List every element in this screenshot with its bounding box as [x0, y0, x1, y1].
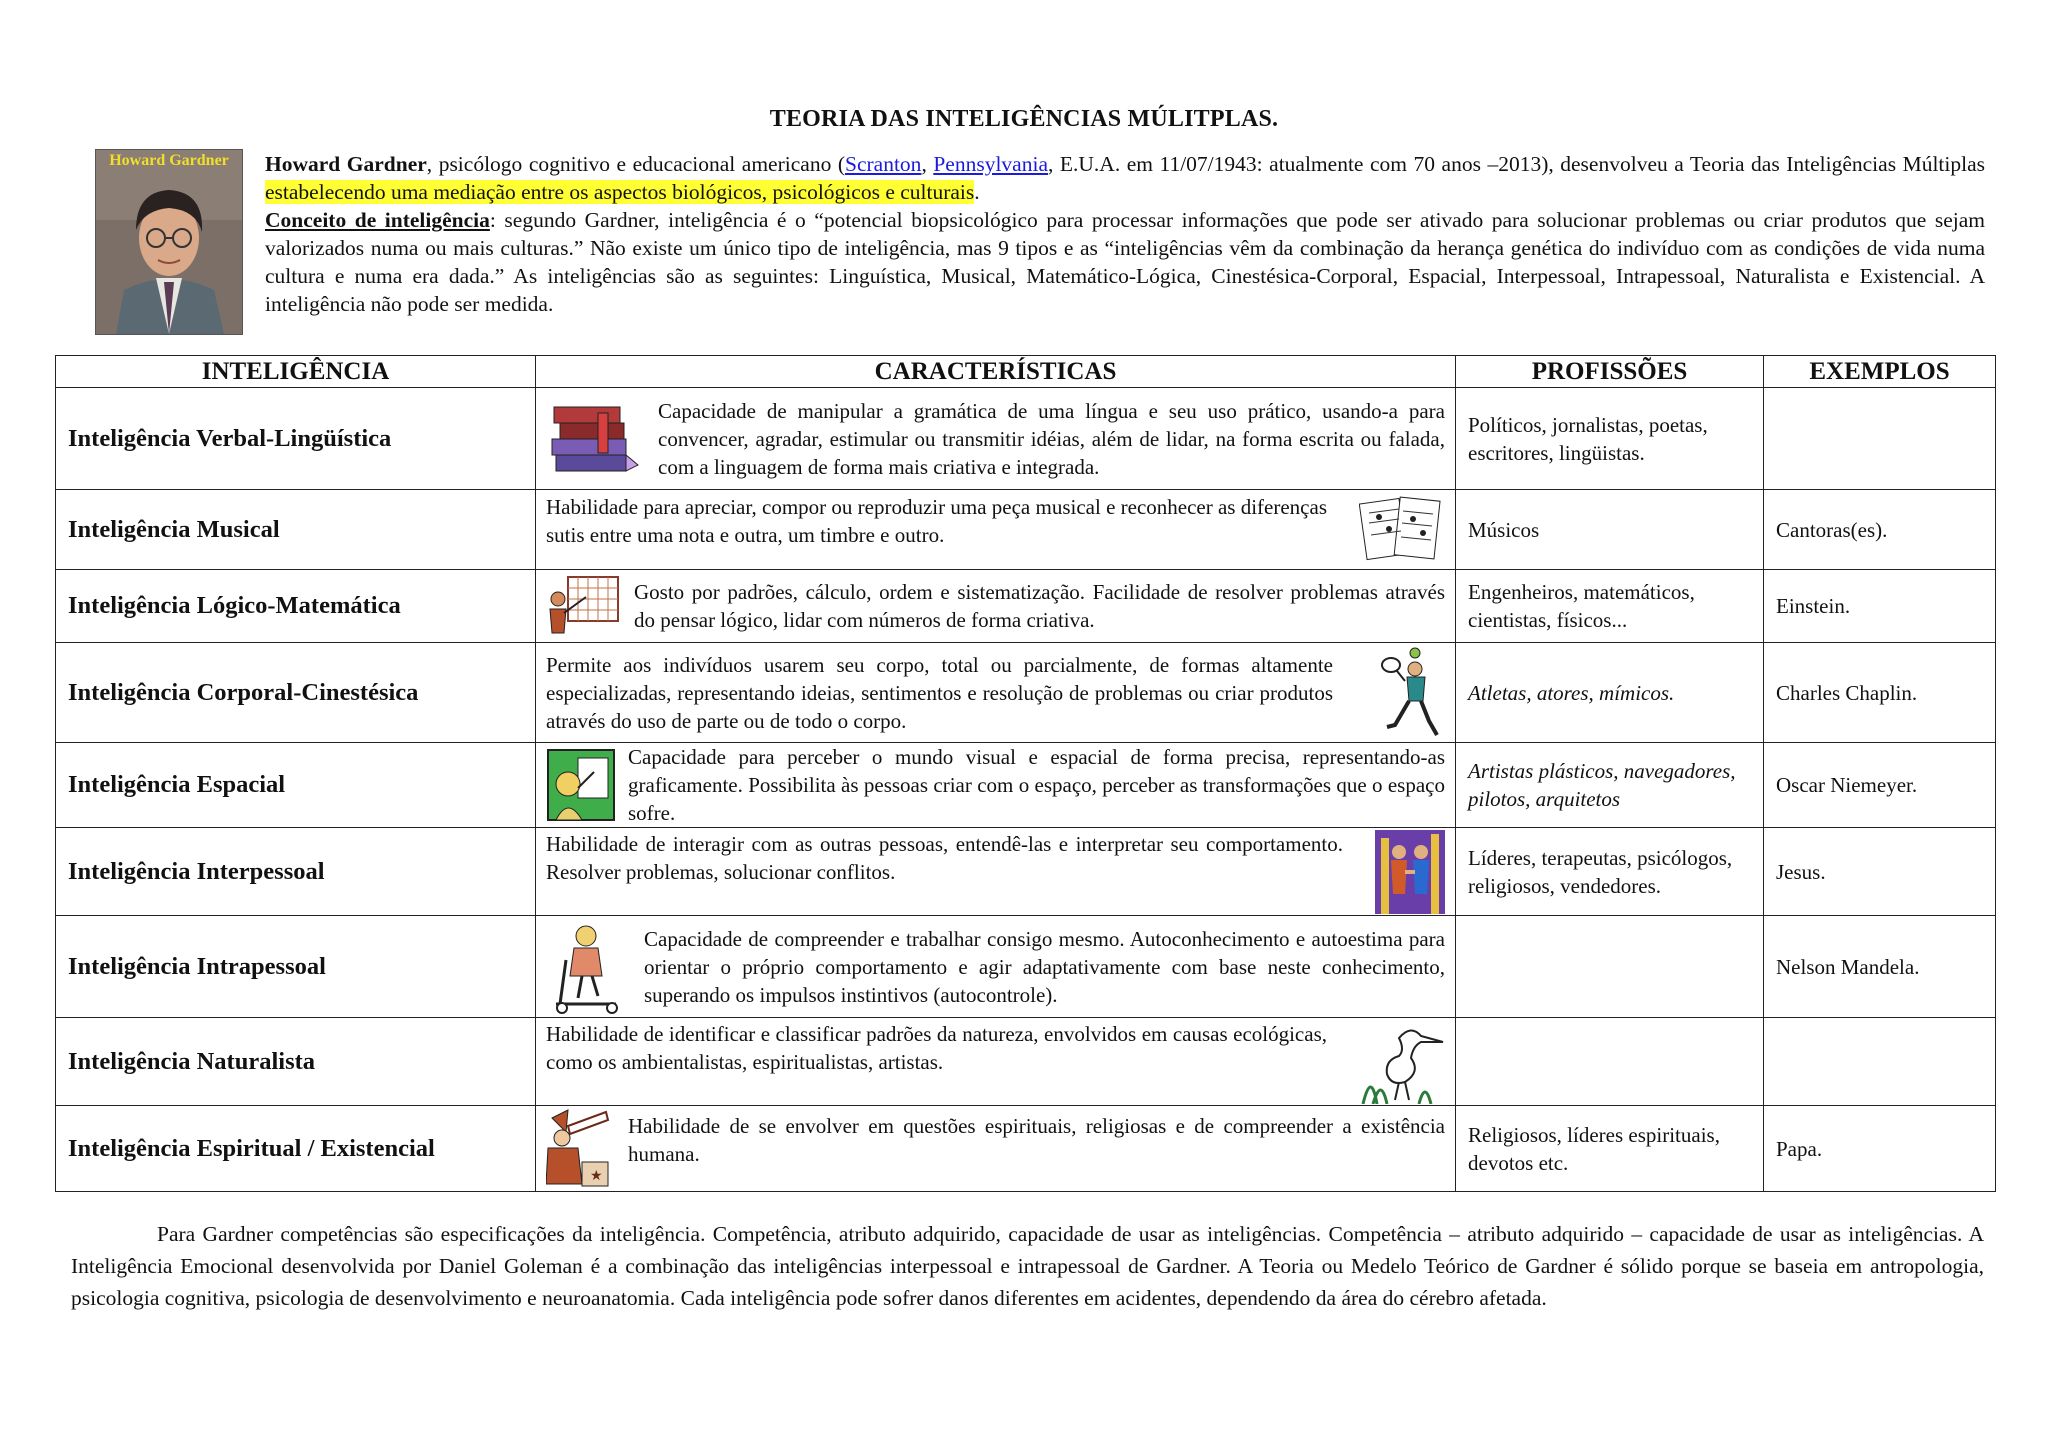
professions-cell: Líderes, terapeutas, psicólogos, religiosos, vendedores. [1456, 828, 1764, 916]
intro-sep: , [921, 152, 934, 176]
table-header-row [56, 356, 1996, 388]
examples-cell: Papa. [1764, 1106, 1996, 1192]
table-row [56, 490, 1996, 570]
examples-cell: Jesus. [1764, 828, 1996, 916]
pennsylvania-link[interactable]: Pennsylvania [933, 152, 1048, 176]
professions-cell: Religiosos, líderes espirituais, devotos etc. [1456, 1106, 1764, 1192]
intelligence-name: Inteligência Interpessoal [56, 828, 536, 916]
characteristics-cell [536, 743, 1456, 828]
intro-text: , E.U.A. em 11/07/1943: atualmente com 70 anos –2013), desenvolveu a Teoria das Inteligências Múltiplas [1048, 152, 1986, 176]
painter-icon [546, 748, 616, 822]
svg-text:★: ★ [590, 1168, 603, 1184]
professions-cell: Políticos, jornalistas, poetas, escritores, lingüistas. [1456, 388, 1764, 490]
intelligence-name: Inteligência Espacial [56, 743, 536, 828]
table-row [56, 388, 1996, 490]
table-row [56, 1018, 1996, 1106]
characteristics-text: Capacidade de manipular a gramática de uma língua e seu uso prático, usando-a para convencer, agradar, estimular ou transmitir idéias, além de lidar, na forma escrita ou falada, com a linguagem de forma mais criativa e integrada. [658, 398, 1445, 479]
professions-cell: Músicos [1456, 490, 1764, 570]
table-row [56, 570, 1996, 643]
characteristics-text: Capacidade de compreender e trabalhar consigo mesmo. Autoconhecimento e autoestima para orientar o próprio comportamento e agir adaptativamente com base neste conhecimento, superando os impulsos instintivos (autocontrole). [644, 926, 1445, 1007]
characteristics-text: Permite aos indivíduos usarem seu corpo, total ou parcialmente, de formas altamente especializadas, representando ideias, sentimentos e resolução de problemas ou criar produtos através do uso de parte ou de todo o corpo. [546, 652, 1333, 733]
characteristics-text: Habilidade de se envolver em questões espirituais, religiosas e de compreender a existência humana. [628, 1113, 1445, 1166]
table-row [56, 743, 1996, 828]
chart-teacher-icon [546, 573, 622, 639]
professions-cell: Engenheiros, matemáticos, cientistas, físicos... [1456, 570, 1764, 643]
characteristics-cell [536, 570, 1456, 643]
intro-paragraph [265, 150, 1985, 318]
portrait-icon [96, 150, 242, 334]
characteristics-cell [536, 643, 1456, 743]
table-row [56, 916, 1996, 1018]
intelligences-table [55, 355, 1996, 1192]
examples-cell: Nelson Mandela. [1764, 916, 1996, 1018]
intelligence-name: Inteligência Verbal-Lingüística [56, 388, 536, 490]
tennis-player-icon [1365, 645, 1445, 741]
intro-text: , psicólogo cognitivo e educacional americano ( [426, 152, 845, 176]
characteristics-text: Habilidade de interagir com as outras pessoas, entendê-las e interpretar seu comportamento. Resolver problemas, solucionar conflitos. [546, 831, 1343, 884]
intelligence-name: Inteligência Lógico-Matemática [56, 570, 536, 643]
handshake-icon [1375, 830, 1445, 914]
characteristics-cell [536, 828, 1456, 916]
examples-cell: Cantoras(es). [1764, 490, 1996, 570]
page-title: TEORIA DAS INTELIGÊNCIAS MÚLITPLAS. [769, 106, 1279, 132]
books-icon [546, 393, 646, 485]
examples-cell: Oscar Niemeyer. [1764, 743, 1996, 828]
header-exemplos: EXEMPLOS [1764, 356, 1996, 388]
characteristics-text: Capacidade para perceber o mundo visual e espacial de forma precisa, representando-as graficamente. Possibilita às pessoas criar com o espaço, perceber as transformações que o espaço sofre. [628, 745, 1445, 825]
howard-gardner-photo [95, 149, 243, 335]
photo-caption: Howard Gardner [109, 152, 229, 169]
intro-end: . [974, 180, 980, 204]
intelligence-name: Inteligência Corporal-Cinestésica [56, 643, 536, 743]
header-profissoes: PROFISSÕES [1456, 356, 1764, 388]
author-name: Howard Gardner [265, 152, 427, 176]
characteristics-cell [536, 916, 1456, 1018]
wizard-telescope-icon [546, 1108, 616, 1190]
sheet-music-icon [1359, 493, 1445, 567]
table-row [56, 828, 1996, 916]
examples-cell: Einstein. [1764, 570, 1996, 643]
concept-label: Conceito de inteligência [265, 208, 490, 232]
characteristics-cell [536, 1018, 1456, 1106]
heron-icon [1359, 1020, 1445, 1104]
examples-cell: Charles Chaplin. [1764, 643, 1996, 743]
table-row [56, 1106, 1996, 1192]
intelligence-name: Inteligência Naturalista [56, 1018, 536, 1106]
characteristics-text: Gosto por padrões, cálculo, ordem e sistematização. Facilidade de resolver problemas através do pensar lógico, lidar com números de forma criativa. [634, 580, 1445, 632]
closing-paragraph: Para Gardner competências são especificações da inteligência. Competência, atributo adquirido, capacidade de usar as inteligências. Competência – atributo adquirido – capacidade de usar as inteligências. A Inteligência Emocional desenvolvida por Daniel Goleman é a combinação das inteligências interpessoal e intrapessoal de Gardner. A Teoria ou Medelo Teórico de Gardner é sólido porque se baseia em antropologia, psicologia cognitiva, psicologia de desenvolvimento e neuroanatomia. Cada inteligência pode sofrer danos diferentes em acidentes, dependendo da área do cérebro afetada. [71, 1222, 1984, 1310]
scooter-girl-icon [546, 920, 632, 1014]
characteristics-cell [536, 388, 1456, 490]
scranton-link[interactable]: Scranton [845, 152, 922, 176]
examples-cell [1764, 1018, 1996, 1106]
intelligence-name: Inteligência Musical [56, 490, 536, 570]
concept-text: : segundo Gardner, inteligência é o “potencial biopsicológico para processar informações que pode ser ativado para solucionar problemas ou criar produtos que sejam valorizados numa ou mais culturas.” Não existe um único tipo de inteligência, mas 9 tipos e as “inteligências vêm da combinação da herança genética do indivíduo com as condições de vida numa cultura e numa era dada.” As inteligências são as seguintes: Linguística, Musical, Matemático-Lógica, Cinestésica-Corporal, Espacial, Interpessoal, Intrapessoal, Naturalista e Existencial. A inteligência não pode ser medida. [265, 208, 1985, 316]
table-row [56, 643, 1996, 743]
intelligence-name: Inteligência Espiritual / Existencial [56, 1106, 536, 1192]
characteristics-text: Habilidade para apreciar, compor ou reproduzir uma peça musical e reconhecer as diferenças sutis entre uma nota e outra, um timbre e outro. [546, 494, 1327, 547]
professions-cell: Artistas plásticos, navegadores, pilotos, arquitetos [1456, 743, 1764, 828]
header-caracteristicas: CARACTERÍSTICAS [536, 356, 1456, 388]
professions-cell: Atletas, atores, mímicos. [1456, 643, 1764, 743]
professions-cell [1456, 1018, 1764, 1106]
intelligence-name: Inteligência Intrapessoal [56, 916, 536, 1018]
examples-cell [1764, 388, 1996, 490]
characteristics-cell [536, 490, 1456, 570]
professions-cell [1456, 916, 1764, 1018]
header-inteligencia: INTELIGÊNCIA [56, 356, 536, 388]
characteristics-text: Habilidade de identificar e classificar padrões da natureza, envolvidos em causas ecológicas, como os ambientalistas, espiritualistas, artistas. [546, 1021, 1327, 1074]
characteristics-cell [536, 1106, 1456, 1192]
highlighted-text: estabelecendo uma mediação entre os aspectos biológicos, psicológicos e culturais [265, 180, 975, 204]
